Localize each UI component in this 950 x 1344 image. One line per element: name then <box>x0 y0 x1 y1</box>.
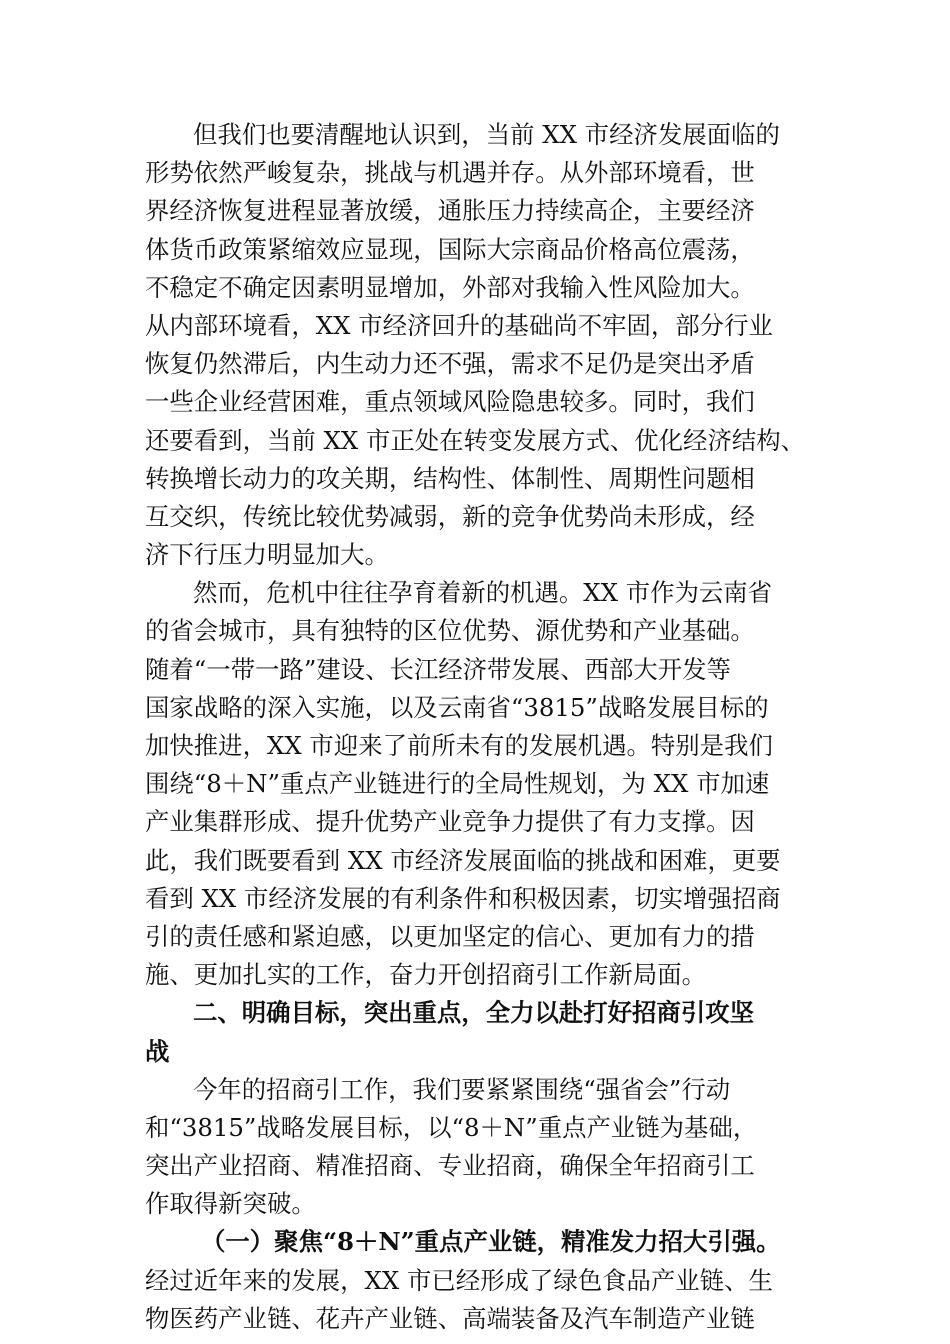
text-line: 施、更加扎实的工作，奋力开创招商引工作新局面。 <box>145 960 706 990</box>
text-line: 然而，危机中往往孕育着新的机遇。XX 市作为云南省 <box>193 578 773 608</box>
text-line: 围绕“8＋N”重点产业链进行的全局性规划，为 XX 市加速 <box>145 769 770 799</box>
paragraph-industry-chain <box>145 1223 810 1338</box>
text-line: 此，我们既要看到 XX 市经济发展面临的挑战和困难，更要 <box>145 845 781 875</box>
text-line: 加快推进，XX 市迎来了前所未有的发展机遇。特别是我们 <box>145 731 773 760</box>
paragraph-challenges <box>145 116 810 574</box>
text-line: 随着“一带一路”建设、长江经济带发展、西部大开发等 <box>145 654 731 684</box>
text-line: 从内部环境看，XX 市经济回升的基础尚不牢固，部分行业 <box>145 310 773 340</box>
text-line: 经过近年来的发展，XX 市已经形成了绿色食品产业链、生 <box>145 1265 773 1295</box>
text-line: 突出产业招商、精准招商、专业招商，确保全年招商引工 <box>145 1151 755 1181</box>
paragraph-goals <box>145 1071 810 1224</box>
text-line: 作取得新突破。 <box>145 1189 316 1219</box>
text-line: 转换增长动力的攻关期，结构性、体制性、周期性问题相 <box>145 463 755 493</box>
text-line: 和“3815”战略发展目标，以“8＋N”重点产业链为基础， <box>145 1112 758 1142</box>
text-line: 看到 XX 市经济发展的有利条件和积极因素，切实增强招商 <box>145 883 781 913</box>
text-line: 体货币政策紧缩效应显现，国际大宗商品价格高位震荡， <box>145 234 755 264</box>
text-line: 济下行压力明显加大。 <box>145 540 389 570</box>
text-line: 引的责任感和紧迫感，以更加坚定的信心、更加有力的措 <box>145 921 755 951</box>
text-line: 不稳定不确定因素明显增加，外部对我输入性风险加大。 <box>145 272 755 302</box>
heading-line: 战 <box>145 1036 170 1066</box>
text-line: 一些企业经营困难，重点领域风险隐患较多。同时，我们 <box>145 387 755 417</box>
text-line: 互交织，传统比较优势减弱，新的竞争优势尚未形成，经 <box>145 501 755 531</box>
text-line: 物医药产业链、花卉产业链、高端装备及汽车制造产业链 <box>145 1303 755 1333</box>
text-line: 恢复仍然滞后，内生动力还不强，需求不足仍是突出矛盾 <box>145 349 755 379</box>
text-line: 产业集群形成、提升优势产业竞争力提供了有力支撑。因 <box>145 807 755 837</box>
section-heading <box>145 994 810 1070</box>
subheading-line: （一）聚焦“8＋N”重点产业链，精准发力招大引强。 <box>201 1227 781 1257</box>
document-body <box>145 116 810 1338</box>
text-line: 的省会城市，具有独特的区位优势、源优势和产业基础。 <box>145 616 755 646</box>
text-line: 今年的招商引工作，我们要紧紧围绕“强省会”行动 <box>193 1074 731 1104</box>
text-line: 界经济恢复进程显著放缓，通胀压力持续高企，主要经济 <box>145 196 755 226</box>
text-line: 但我们也要清醒地认识到，当前 XX 市经济发展面临的 <box>193 120 780 149</box>
text-line: 还要看到，当前 XX 市正处在转变发展方式、优化经济结构、 <box>145 425 806 455</box>
text-line: 国家战略的深入实施，以及云南省“3815”战略发展目标的 <box>145 692 769 722</box>
paragraph-opportunities <box>145 574 810 994</box>
heading-line: 二、明确目标，突出重点，全力以赴打好招商引攻坚 <box>193 998 754 1028</box>
text-line: 形势依然严峻复杂，挑战与机遇并存。从外部环境看，世 <box>145 158 755 188</box>
